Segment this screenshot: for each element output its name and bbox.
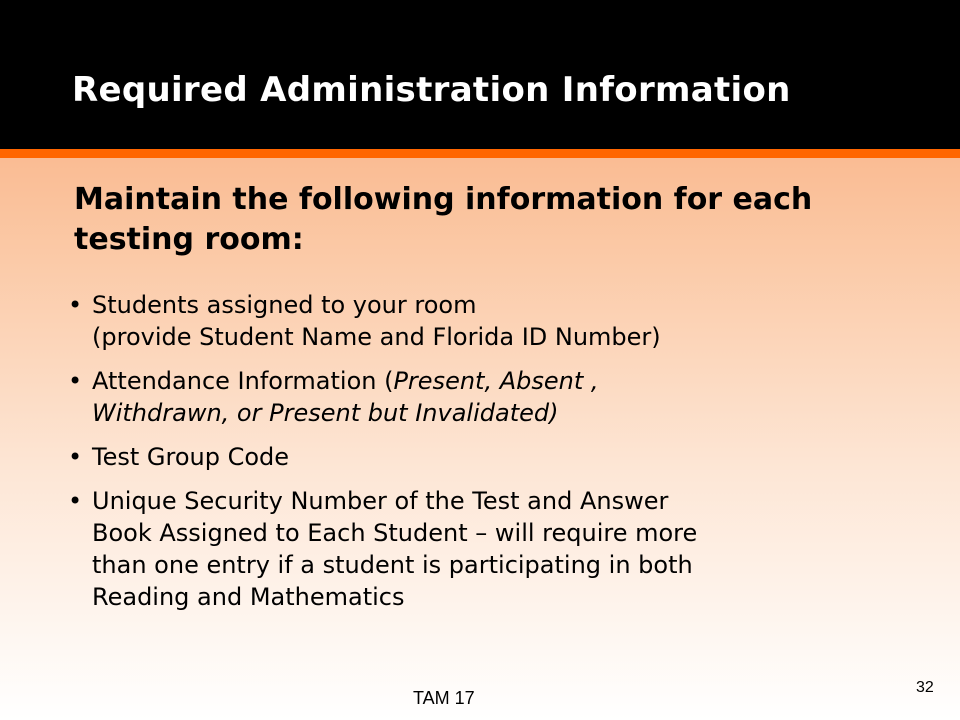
bullet-text: Attendance Information (	[92, 367, 394, 395]
accent-stripe	[0, 149, 960, 158]
bullet-text-italic: Withdrawn, or Present but Invalidated)	[92, 399, 559, 427]
bullet-item-attendance	[68, 365, 828, 429]
bullet-text-italic: Present, Absent ,	[393, 367, 599, 395]
slide-title: Required Administration Information	[72, 70, 791, 110]
page-number: 32	[916, 679, 934, 696]
bullet-text: Test Group Code	[92, 443, 290, 471]
bullet-text: (provide Student Name and Florida ID Number)	[92, 323, 661, 351]
bullet-text: Students assigned to your room	[92, 291, 477, 319]
bullet-text: Unique Security Number of the Test and Answer	[92, 487, 669, 515]
bullet-text-line	[92, 365, 828, 397]
bullet-icon: •	[68, 443, 83, 471]
slide-subheading: Maintain the following information for each testing room:	[74, 182, 813, 257]
bullet-text: than one entry if a student is participating in both	[92, 551, 693, 579]
bullet-item-test-group	[68, 441, 828, 473]
bullet-icon: •	[68, 487, 83, 515]
footer-label: TAM 17	[413, 688, 475, 708]
bullet-icon: •	[68, 291, 83, 319]
bullet-text: Reading and Mathematics	[92, 583, 405, 611]
bullet-item-students	[68, 289, 828, 353]
bullet-list	[68, 289, 828, 625]
bullet-item-security-number	[68, 485, 828, 613]
bullet-icon: •	[68, 367, 83, 395]
bullet-text: Book Assigned to Each Student – will require more	[92, 519, 698, 547]
